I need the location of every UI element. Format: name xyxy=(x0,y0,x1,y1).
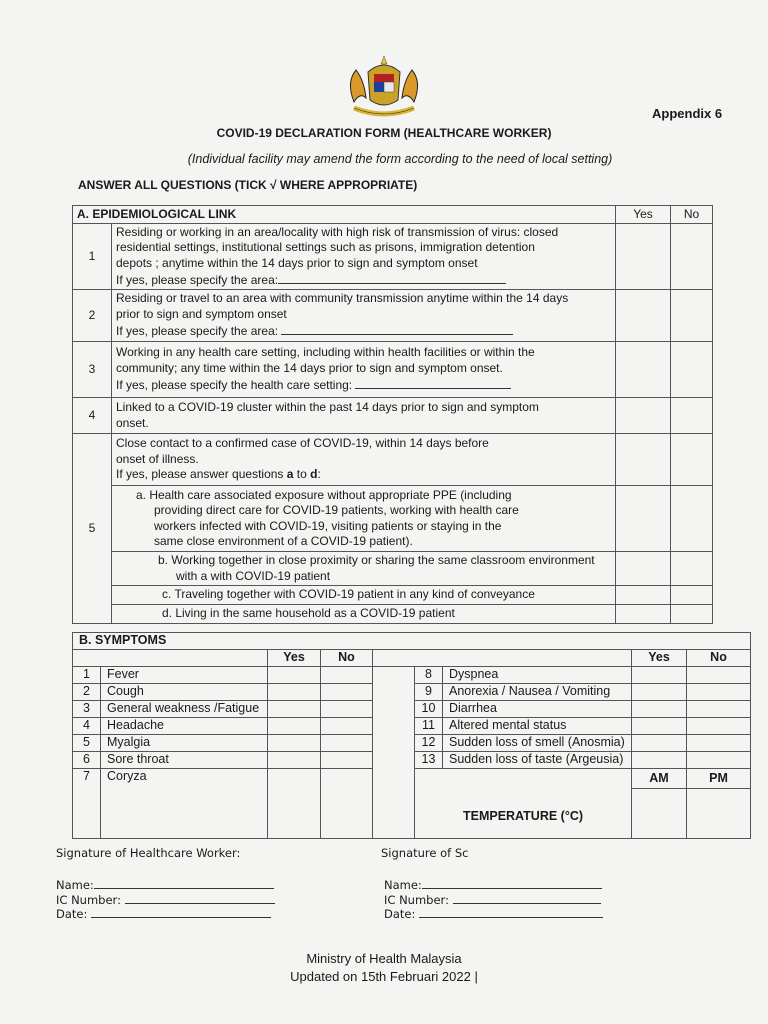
coat-of-arms-icon xyxy=(338,52,430,120)
worker-signature-label: Signature of Healthcare Worker: xyxy=(56,846,241,860)
symptom-number: 7 xyxy=(73,769,101,839)
symptom-label: Headache xyxy=(101,718,268,735)
question-line: Residing or travel to an area with community transmission anytime within the 14 days xyxy=(116,291,569,306)
appendix-label: Appendix 6 xyxy=(652,106,723,121)
question-line: a. Health care associated exposure without appropriate PPE (including xyxy=(136,487,512,502)
question-number: 3 xyxy=(73,342,112,398)
yes-checkbox[interactable] xyxy=(616,486,671,552)
symptom-label: Myalgia xyxy=(101,735,268,752)
no-checkbox[interactable] xyxy=(687,735,751,752)
no-checkbox[interactable] xyxy=(687,667,751,684)
yes-header: Yes xyxy=(632,650,687,667)
symptom-row xyxy=(73,684,751,701)
question-line: prior to sign and symptom onset xyxy=(116,306,287,321)
symptom-row xyxy=(73,667,751,684)
symptom-label: Anorexia / Nausea / Vomiting xyxy=(443,684,632,701)
sub-question-row xyxy=(73,552,713,586)
worker-details xyxy=(56,878,275,922)
instructions: ANSWER ALL QUESTIONS (TICK √ WHERE APPROPRIATE) xyxy=(78,178,418,192)
symptom-label: Cough xyxy=(101,684,268,701)
yes-checkbox[interactable] xyxy=(632,718,687,735)
question-row xyxy=(73,398,713,434)
yes-checkbox[interactable] xyxy=(268,769,321,839)
pm-header: PM xyxy=(687,769,751,789)
epidemiological-link-table xyxy=(72,205,713,624)
yes-checkbox[interactable] xyxy=(632,667,687,684)
symptom-number: 12 xyxy=(415,735,443,752)
question-line: Residing or working in an area/locality with high risk of transmission of virus: closed xyxy=(116,224,559,239)
yes-checkbox[interactable] xyxy=(268,735,321,752)
symptom-row xyxy=(73,701,751,718)
name-label: Name: xyxy=(384,878,422,892)
no-checkbox[interactable] xyxy=(321,769,373,839)
ic-number-label: IC Number: xyxy=(384,892,449,907)
no-checkbox[interactable] xyxy=(687,718,751,735)
other-date-field[interactable] xyxy=(419,907,603,918)
symptom-number: 1 xyxy=(73,667,101,684)
symptom-label: Dyspnea xyxy=(443,667,632,684)
yes-checkbox[interactable] xyxy=(616,434,671,486)
symptom-label: Sore throat xyxy=(101,752,268,769)
temperature-pm-input[interactable] xyxy=(687,789,751,839)
yes-checkbox[interactable] xyxy=(632,701,687,718)
no-checkbox[interactable] xyxy=(671,290,713,342)
yes-checkbox[interactable] xyxy=(616,586,671,605)
question-line: with a with COVID-19 patient xyxy=(176,568,331,583)
sub-question-text xyxy=(112,552,616,586)
symptom-number: 11 xyxy=(415,718,443,735)
question-line: Working in any health care setting, including within health facilities or within the xyxy=(116,345,535,360)
question-ref: d xyxy=(310,467,318,482)
yes-checkbox[interactable] xyxy=(632,684,687,701)
yes-checkbox[interactable] xyxy=(616,605,671,624)
no-header: No xyxy=(321,650,373,667)
yes-checkbox[interactable] xyxy=(632,735,687,752)
question-line: onset. xyxy=(116,415,149,430)
symptom-number: 9 xyxy=(415,684,443,701)
section-a-heading: A. EPIDEMIOLOGICAL LINK xyxy=(73,206,616,224)
area-input[interactable] xyxy=(281,322,513,335)
question-number: 4 xyxy=(73,398,112,434)
symptom-row xyxy=(73,752,751,769)
question-line: Close contact to a confirmed case of COVID-19, within 14 days before xyxy=(116,436,489,451)
question-line: community; any time within the 14 days prior to sign and symptom onset. xyxy=(116,360,503,375)
question-row xyxy=(73,434,713,486)
footer-updated: Updated on 15th Februari 2022 | xyxy=(290,969,478,984)
question-line: If yes, please specify the area: xyxy=(116,324,279,339)
yes-checkbox[interactable] xyxy=(616,342,671,398)
symptom-number: 2 xyxy=(73,684,101,701)
question-line: b. Working together in close proximity or sharing the same classroom environment xyxy=(158,553,595,567)
question-number: 2 xyxy=(73,290,112,342)
other-ic-field[interactable] xyxy=(453,893,601,904)
temperature-am-input[interactable] xyxy=(632,789,687,839)
symptom-number: 13 xyxy=(415,752,443,769)
no-checkbox[interactable] xyxy=(671,342,713,398)
no-checkbox[interactable] xyxy=(321,701,373,718)
yes-checkbox[interactable] xyxy=(268,701,321,718)
other-details xyxy=(384,878,603,922)
sub-question-text: d. Living in the same household as a COVID-19 patient xyxy=(112,605,616,624)
question-line: If yes, please specify the health care setting: xyxy=(116,378,353,393)
symptom-number: 3 xyxy=(73,701,101,718)
symptom-row xyxy=(73,718,751,735)
date-label: Date: xyxy=(56,907,88,921)
symptom-label: Fever xyxy=(101,667,268,684)
sub-question-text: c. Traveling together with COVID-19 patient in any kind of conveyance xyxy=(112,586,616,605)
yes-checkbox[interactable] xyxy=(268,718,321,735)
symptom-number: 10 xyxy=(415,701,443,718)
question-line: workers infected with COVID-19, visiting patients or staying in the xyxy=(154,518,502,533)
question-line: to xyxy=(293,467,311,482)
form-subtitle: (Individual facility may amend the form according to the need of local setting) xyxy=(187,152,613,166)
symptom-label: Sudden loss of taste (Argeusia) xyxy=(443,752,632,769)
area-input[interactable] xyxy=(278,271,506,284)
question-line: same close environment of a COVID-19 patient). xyxy=(154,534,413,548)
question-ref: a xyxy=(286,467,294,482)
form-title: COVID-19 DECLARATION FORM (HEALTHCARE WORKER) xyxy=(216,126,552,140)
date-label: Date: xyxy=(384,907,416,921)
question-line: residential settings, institutional settings such as prisons, immigration detention xyxy=(116,240,535,254)
question-row xyxy=(73,342,713,398)
symptom-label: Sudden loss of smell (Anosmia) xyxy=(443,735,632,752)
worker-ic-field[interactable] xyxy=(125,893,275,904)
symptom-number: 8 xyxy=(415,667,443,684)
am-header: AM xyxy=(632,769,687,789)
symptom-label: Diarrhea xyxy=(443,701,632,718)
no-checkbox[interactable] xyxy=(321,684,373,701)
yes-checkbox[interactable] xyxy=(616,398,671,434)
yes-header: Yes xyxy=(268,650,321,667)
footer xyxy=(0,950,768,986)
worker-name-field[interactable] xyxy=(94,878,274,889)
no-header: No xyxy=(687,650,751,667)
symptom-number: 4 xyxy=(73,718,101,735)
question-text xyxy=(112,342,616,398)
no-checkbox[interactable] xyxy=(321,752,373,769)
name-label: Name: xyxy=(56,878,94,892)
health-care-setting-input[interactable] xyxy=(355,376,511,389)
no-checkbox[interactable] xyxy=(687,684,751,701)
no-checkbox[interactable] xyxy=(671,486,713,552)
yes-checkbox[interactable] xyxy=(268,667,321,684)
question-text xyxy=(112,290,616,342)
question-number: 5 xyxy=(73,434,112,624)
question-number: 1 xyxy=(73,224,112,290)
symptoms-table xyxy=(72,632,751,839)
yes-checkbox[interactable] xyxy=(616,290,671,342)
sub-question-row xyxy=(73,486,713,552)
other-signature-label: Signature of Sc xyxy=(381,846,469,860)
no-checkbox[interactable] xyxy=(671,434,713,486)
symptom-row xyxy=(73,735,751,752)
ic-number-label: IC Number: xyxy=(56,892,121,907)
question-line: : xyxy=(317,467,321,482)
worker-date-field[interactable] xyxy=(91,907,271,918)
sub-question-row xyxy=(73,586,713,605)
yes-checkbox[interactable] xyxy=(632,752,687,769)
symptom-label: Altered mental status xyxy=(443,718,632,735)
yes-checkbox[interactable] xyxy=(268,752,321,769)
yes-checkbox[interactable] xyxy=(616,552,671,586)
no-checkbox[interactable] xyxy=(321,667,373,684)
question-row xyxy=(73,290,713,342)
no-header: No xyxy=(671,206,713,224)
yes-checkbox[interactable] xyxy=(268,684,321,701)
temperature-label: TEMPERATURE (°C) xyxy=(415,769,632,839)
symptom-label: Coryza xyxy=(101,769,268,839)
symptom-label: General weakness /Fatigue xyxy=(101,701,268,718)
question-row xyxy=(73,224,713,290)
question-line: If yes, please specify the area: xyxy=(116,273,279,287)
no-checkbox[interactable] xyxy=(321,735,373,752)
symptom-number: 5 xyxy=(73,735,101,752)
no-checkbox[interactable] xyxy=(671,552,713,586)
footer-ministry: Ministry of Health Malaysia xyxy=(306,951,462,966)
question-line: If yes, please answer questions xyxy=(116,467,287,482)
no-checkbox[interactable] xyxy=(671,398,713,434)
section-b-heading: B. SYMPTOMS xyxy=(73,633,751,650)
no-checkbox[interactable] xyxy=(671,224,713,290)
question-line: Linked to a COVID-19 cluster within the past 14 days prior to sign and symptom xyxy=(116,400,539,414)
sub-question-text xyxy=(112,486,616,552)
yes-checkbox[interactable] xyxy=(616,224,671,290)
no-checkbox[interactable] xyxy=(321,718,373,735)
other-name-field[interactable] xyxy=(422,878,602,889)
no-checkbox[interactable] xyxy=(687,752,751,769)
symptom-row xyxy=(73,769,751,789)
no-checkbox[interactable] xyxy=(687,701,751,718)
sub-question-row xyxy=(73,605,713,624)
symptom-number: 6 xyxy=(73,752,101,769)
no-checkbox[interactable] xyxy=(671,605,713,624)
question-line: onset of illness. xyxy=(116,451,199,466)
question-text xyxy=(112,224,616,290)
no-checkbox[interactable] xyxy=(671,586,713,605)
yes-header: Yes xyxy=(616,206,671,224)
question-line: depots ; anytime within the 14 days prior to sign and symptom onset xyxy=(116,255,478,270)
question-text xyxy=(112,434,616,486)
question-line: providing direct care for COVID-19 patients, working with health care xyxy=(154,503,519,517)
question-text xyxy=(112,398,616,434)
